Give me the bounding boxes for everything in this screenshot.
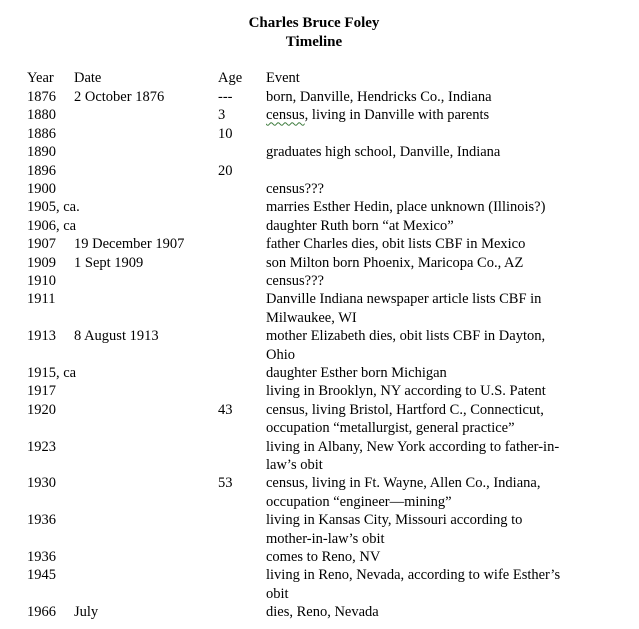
event-cell: comes to Reno, NV [266, 549, 381, 565]
year-cell: 1913 [27, 328, 56, 345]
event-cell: occupation “metallurgist, general practice” [266, 420, 515, 437]
year-cell: 1936 [27, 549, 56, 565]
year-cell: 1930 [27, 475, 56, 492]
event-cell: living in Brooklyn, NY according to U.S. Patent [266, 383, 546, 400]
year-cell: 1890 [27, 144, 56, 161]
year-cell: 1911 [27, 291, 56, 308]
header-event: Event [266, 70, 300, 86]
header-age: Age [218, 70, 243, 86]
year-cell: 1880 [27, 107, 56, 124]
event-cell: Danville Indiana newspaper article lists CBF in [266, 291, 542, 308]
event-cell: graduates high school, Danville, Indiana [266, 144, 501, 161]
event-cell: census??? [266, 273, 324, 289]
event-cell: marries Esther Hedin, place unknown (Illinois?) [266, 199, 546, 216]
event-cell: daughter Ruth born “at Mexico” [266, 217, 454, 234]
event-cell: daughter Esther born Michigan [266, 365, 447, 381]
year-cell: 1917 [27, 383, 56, 400]
year-cell: 1909 [27, 254, 56, 271]
date-cell: 2 October 1876 [74, 89, 165, 105]
year-cell: 1906, ca [27, 217, 77, 234]
document-title: Charles Bruce Foley [248, 15, 380, 31]
event-cell: son Milton born Phoenix, Maricopa Co., AZ [266, 254, 524, 271]
year-cell: 1915, ca [27, 365, 77, 381]
age-cell: 43 [218, 401, 233, 418]
event-cell: occupation “engineer—mining” [266, 493, 452, 510]
date-cell: July [74, 604, 99, 621]
age-cell: --- [218, 89, 233, 105]
year-cell: 1966 [27, 604, 56, 621]
year-cell: 1936 [27, 512, 56, 529]
event-cell: Milwaukee, WI [266, 309, 357, 326]
event-cell: living in Kansas City, Missouri according to [266, 512, 523, 529]
header-date: Date [74, 70, 102, 86]
document-subtitle: Timeline [285, 34, 343, 50]
age-cell: 53 [218, 475, 233, 492]
header-year: Year [27, 70, 54, 86]
event-cell: mother-in-law’s obit [266, 530, 385, 547]
event-cell: law’s obit [266, 456, 323, 473]
event-cell: mother Elizabeth dies, obit lists CBF in Dayton, [266, 328, 546, 345]
year-cell: 1905, ca. [27, 199, 80, 216]
year-cell: 1910 [27, 273, 56, 289]
age-cell: 20 [218, 162, 233, 179]
year-cell: 1876 [27, 89, 56, 105]
age-cell: 3 [218, 107, 226, 124]
year-cell: 1907 [27, 236, 56, 253]
year-cell: 1900 [27, 181, 56, 197]
event-cell: census, living in Danville with parents [266, 107, 490, 124]
date-cell: 19 December 1907 [74, 236, 185, 253]
year-cell: 1923 [27, 438, 56, 455]
year-cell: 1945 [27, 567, 56, 584]
event-cell: Ohio [266, 346, 295, 363]
event-cell: census, living in Ft. Wayne, Allen Co., Indiana, [266, 475, 541, 492]
event-cell: born, Danville, Hendricks Co., Indiana [266, 89, 492, 105]
event-cell: living in Reno, Nevada, according to wife Esther’s [266, 567, 561, 584]
event-cell: father Charles dies, obit lists CBF in Mexico [266, 236, 526, 253]
event-cell: dies, Reno, Nevada [266, 604, 379, 621]
date-cell: 1 Sept 1909 [74, 254, 144, 271]
year-cell: 1896 [27, 162, 56, 179]
event-cell: obit [266, 585, 289, 602]
event-cell: census, living Bristol, Hartford C., Connecticut, [266, 401, 544, 418]
year-cell: 1920 [27, 401, 56, 418]
year-cell: 1886 [27, 125, 56, 142]
event-cell: living in Albany, New York according to father-in- [266, 438, 560, 455]
date-cell: 8 August 1913 [74, 328, 159, 345]
age-cell: 10 [218, 125, 233, 142]
event-cell: census??? [266, 181, 324, 197]
